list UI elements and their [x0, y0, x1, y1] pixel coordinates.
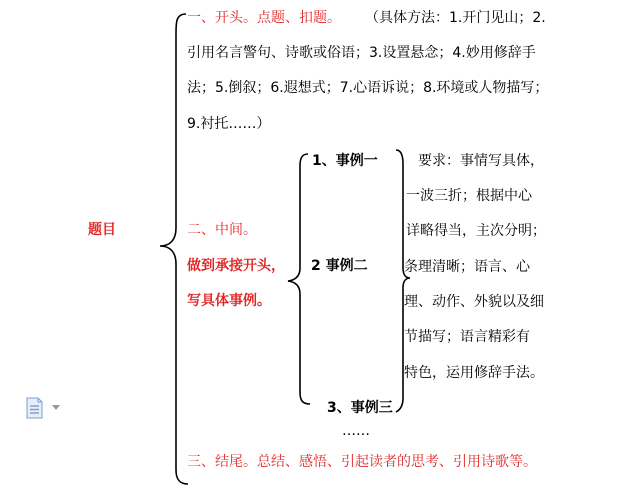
requirements-line: 条理清晰；语言、心 — [404, 259, 530, 275]
paste-options-button[interactable] — [24, 396, 58, 422]
requirements-line: 理、动作、外貌以及细 — [404, 294, 544, 310]
requirements-line: 详略得当，主次分明； — [406, 223, 546, 239]
part3-text: 三、结尾。总结、感悟、引起读者的思考、引用诗歌等。 — [187, 454, 537, 470]
requirements-line: 节描写；语言精彩有 — [404, 329, 530, 345]
main-brace — [160, 14, 188, 484]
example-ellipsis: …… — [342, 423, 370, 439]
example-2: 2 事例二 — [311, 258, 368, 274]
requirements-line: 特色，运用修辞手法。 — [404, 365, 544, 381]
part1-line: 引用名言警句、诗歌或俗语；3.设置悬念；4.妙用修辞手 — [187, 45, 536, 61]
requirements-line: 要求：事情写具体， — [418, 153, 544, 169]
dropdown-arrow-icon[interactable] — [52, 405, 62, 411]
part2-heading: 二、中间。 — [187, 222, 257, 238]
part2-subline: 写具体事例。 — [187, 293, 271, 309]
part1-line: （具体方法：1.开门见山；2. — [365, 10, 546, 26]
part1-heading: 一、开头。点题、扣题。 — [187, 10, 341, 26]
part1-line: 法；5.倒叙；6.遐想式；7.心语诉说；8.环境或人物描写； — [187, 80, 549, 96]
example-3: 3、事例三 — [327, 400, 393, 416]
part2-subline: 做到承接开头， — [187, 258, 285, 274]
examples-brace — [288, 154, 310, 404]
part1-line: 9.衬托……） — [187, 116, 271, 132]
root-title: 题目 — [88, 222, 116, 238]
requirements-line: 一波三折；根据中心 — [406, 188, 532, 204]
example-1: 1、事例一 — [312, 153, 378, 169]
